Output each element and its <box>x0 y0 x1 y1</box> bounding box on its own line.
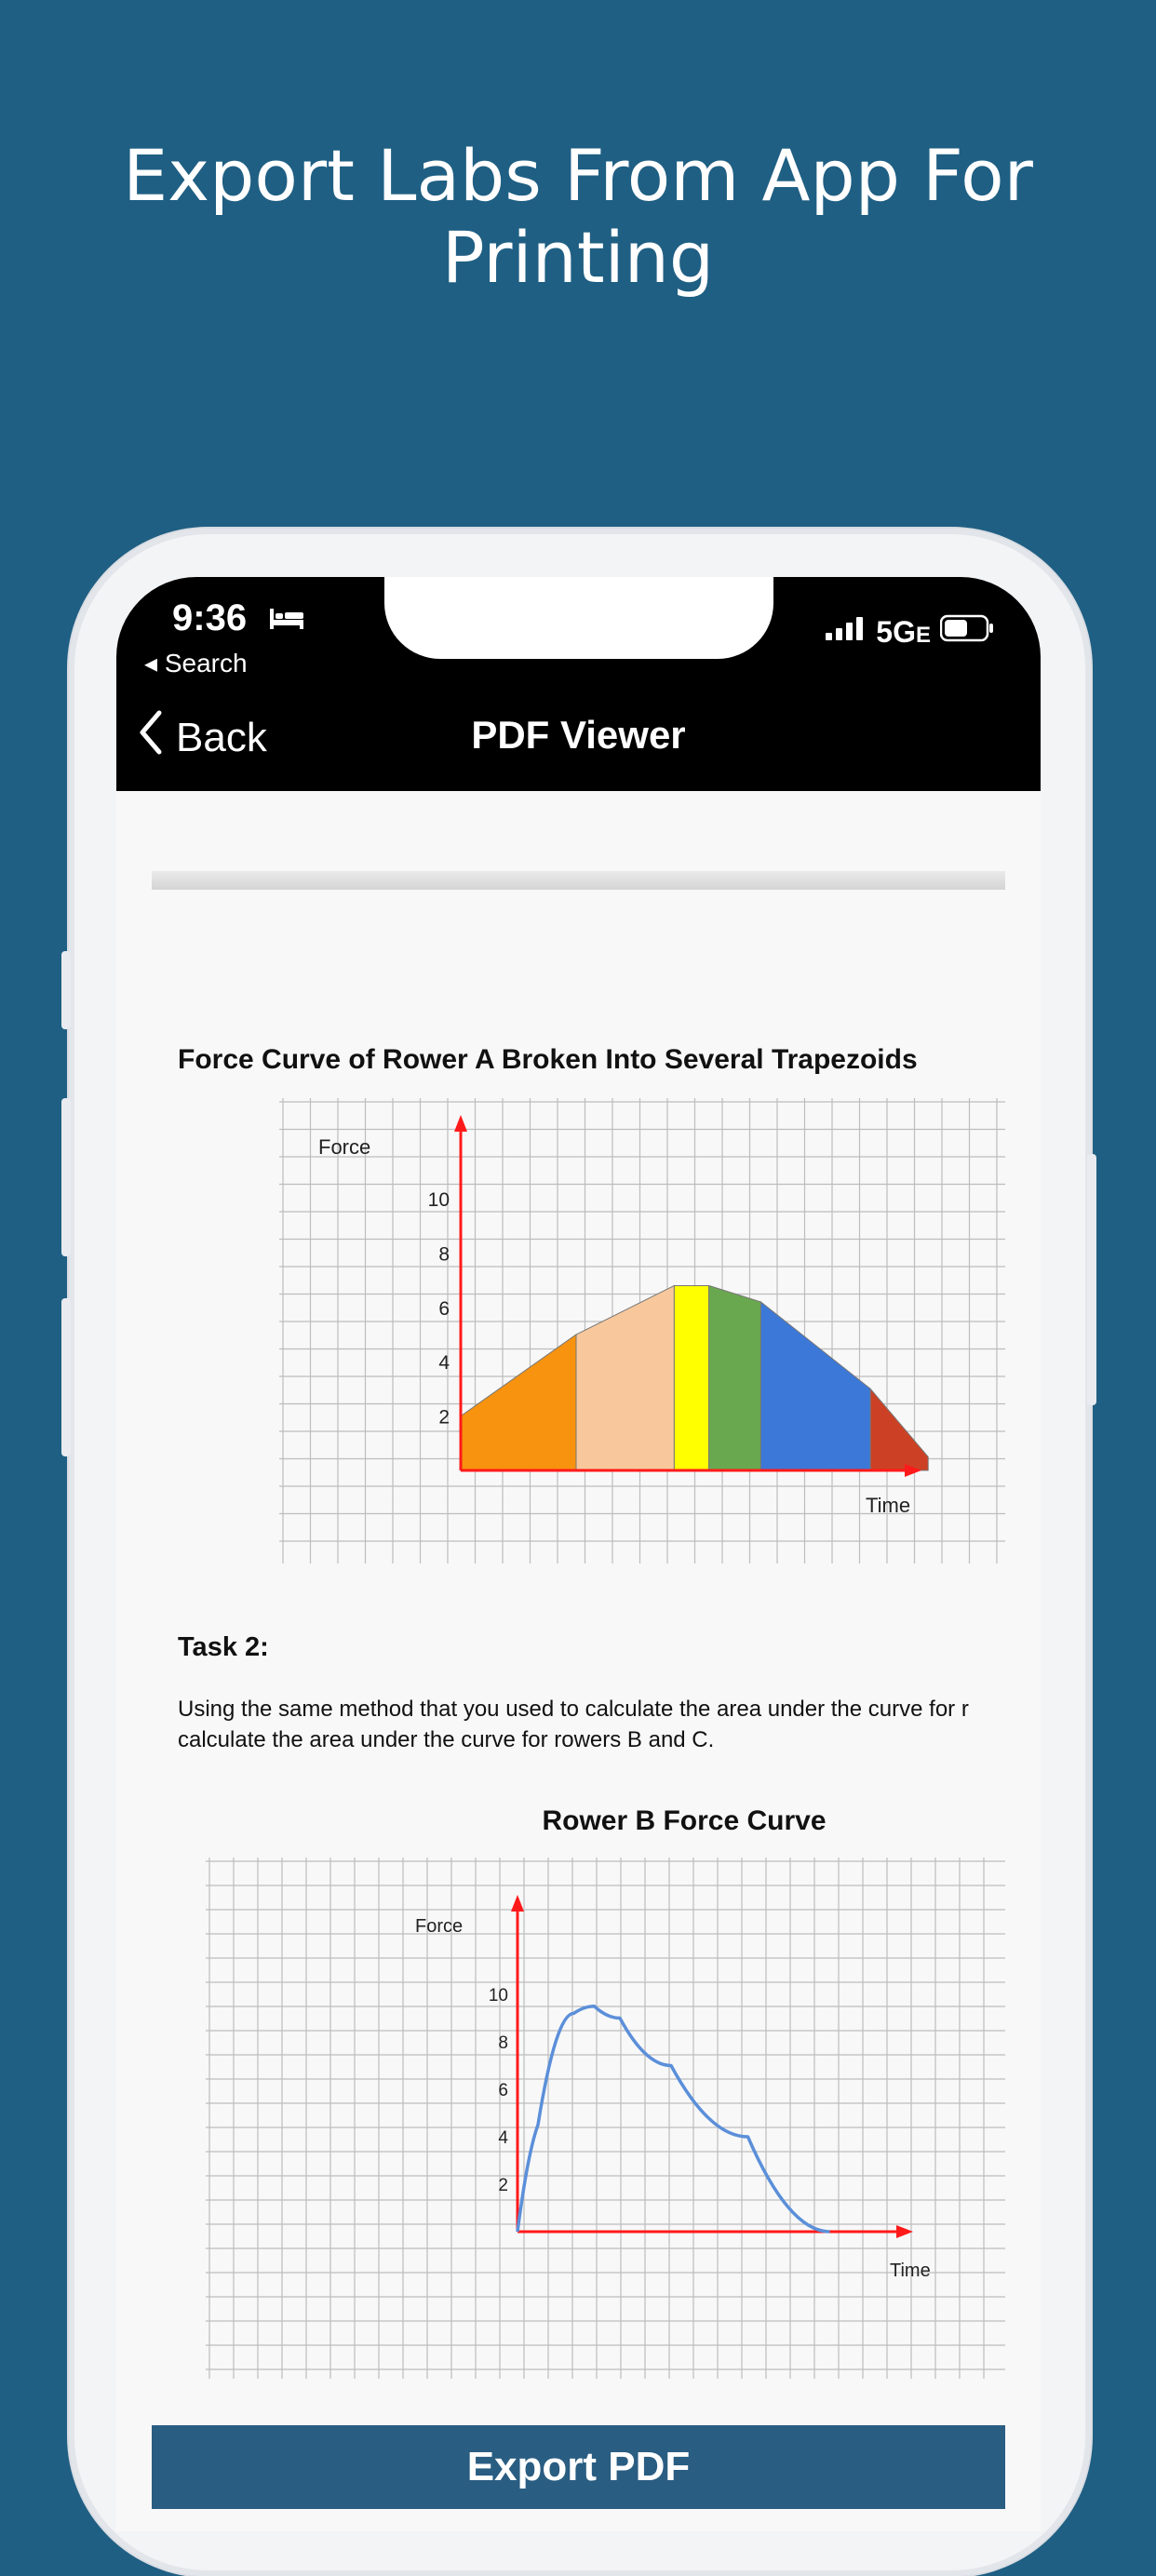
task-text-line2: calculate the area under the curve for rowers B and C. <box>178 1727 715 1752</box>
force-curve-line <box>518 2006 830 2232</box>
top-bar <box>116 577 1041 791</box>
mute-switch <box>61 951 71 1029</box>
battery-icon <box>940 614 994 650</box>
y-axis-arrow <box>454 1115 467 1132</box>
export-pdf-label: Export PDF <box>466 2444 691 2489</box>
y-tick-label: 6 <box>438 1297 450 1320</box>
back-label: Back <box>176 714 267 760</box>
trapezoid-4 <box>709 1285 761 1470</box>
x-axis-label: Time <box>866 1494 911 1517</box>
chart-rower-a <box>279 1098 1005 1563</box>
sleep-focus-icon <box>268 605 305 636</box>
volume-up-button <box>61 1098 71 1256</box>
task-heading: Task 2: <box>178 1632 269 1662</box>
task-text <box>178 1694 997 1755</box>
y-tick-label: 10 <box>488 1986 508 2006</box>
page-divider <box>152 871 1005 890</box>
trapezoid-2 <box>576 1285 674 1470</box>
y-tick-label: 8 <box>498 2033 508 2053</box>
x-axis-label: Time <box>890 2261 931 2281</box>
volume-down-button <box>61 1298 71 1456</box>
status-right <box>826 614 994 650</box>
y-tick-label: 10 <box>427 1189 450 1211</box>
trapezoid-3 <box>674 1285 708 1470</box>
power-button <box>1087 1154 1096 1405</box>
network-label: 5GE <box>876 614 931 649</box>
trapezoid-1 <box>461 1335 576 1470</box>
headline <box>0 135 1156 299</box>
y-tick-label: 2 <box>438 1406 450 1429</box>
y-tick-label: 4 <box>438 1352 450 1375</box>
y-tick-label: 8 <box>438 1243 450 1266</box>
chart-rower-b <box>206 1858 1005 2379</box>
y-axis-arrow <box>511 1895 524 1912</box>
trapezoid-5 <box>760 1302 870 1470</box>
headline-text: Export Labs From App For Printing <box>123 134 1033 299</box>
page-title: PDF Viewer <box>471 713 686 757</box>
back-to-app-link[interactable] <box>144 648 248 678</box>
signal-icon <box>826 615 867 650</box>
x-axis-arrow <box>896 2225 913 2238</box>
app-screen <box>116 577 1041 2531</box>
y-axis-label: Force <box>318 1135 371 1159</box>
y-tick-label: 2 <box>498 2176 508 2195</box>
trapezoid-6 <box>870 1389 928 1470</box>
figure2-title: Rower B Force Curve <box>542 1805 827 1836</box>
y-tick-label: 4 <box>498 2128 508 2148</box>
y-axis-label: Force <box>415 1916 464 1937</box>
task-text-line1: Using the same method that you used to calculate the area under the curve for r <box>178 1697 969 1722</box>
status-time: 9:36 <box>172 597 248 638</box>
notch <box>384 577 773 659</box>
export-pdf-button[interactable] <box>152 2425 1005 2509</box>
back-triangle-icon: ◂ <box>144 649 158 678</box>
back-app-label: Search <box>164 649 248 678</box>
figure1-title: Force Curve of Rower A Broken Into Several Trapezoids <box>178 1044 918 1075</box>
y-tick-label: 6 <box>498 2081 508 2100</box>
pdf-document[interactable] <box>116 791 1041 2531</box>
